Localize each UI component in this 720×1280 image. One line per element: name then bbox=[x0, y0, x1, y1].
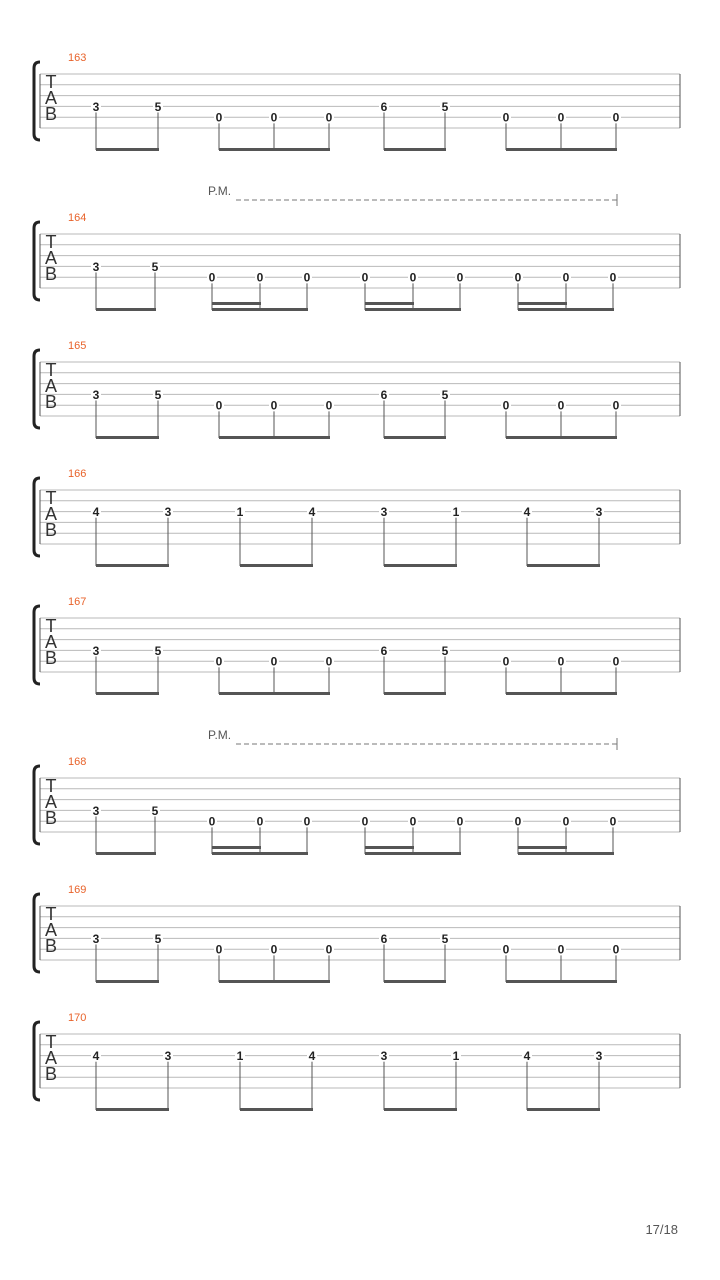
tab-clef-letter: B bbox=[44, 936, 58, 956]
secondary-beam bbox=[212, 846, 261, 849]
beam bbox=[527, 1108, 600, 1111]
fret-number: 0 bbox=[303, 270, 311, 285]
tab-system bbox=[34, 184, 680, 311]
palm-mute-label: P.M. bbox=[208, 728, 232, 742]
beam bbox=[384, 564, 457, 567]
secondary-beam bbox=[518, 302, 567, 305]
fret-number: 0 bbox=[514, 814, 522, 829]
fret-number: 0 bbox=[270, 654, 278, 669]
measure-number: 167 bbox=[68, 596, 87, 608]
beam bbox=[518, 308, 614, 311]
fret-number: 0 bbox=[456, 270, 464, 285]
fret-number: 0 bbox=[456, 814, 464, 829]
fret-number: 0 bbox=[502, 942, 510, 957]
tab-clef-letter: B bbox=[44, 648, 58, 668]
beam bbox=[219, 436, 330, 439]
fret-number: 6 bbox=[380, 387, 388, 402]
tab-clef-letter: B bbox=[44, 392, 58, 412]
fret-number: 0 bbox=[256, 270, 264, 285]
measure-number: 170 bbox=[68, 1012, 87, 1024]
fret-number: 6 bbox=[380, 99, 388, 114]
fret-number: 4 bbox=[523, 505, 531, 520]
fret-number: 0 bbox=[270, 110, 278, 125]
tab-clef-letter: T bbox=[45, 904, 57, 924]
tab-system bbox=[34, 1012, 680, 1111]
fret-number: 5 bbox=[151, 803, 159, 818]
measure-number: 169 bbox=[68, 884, 87, 896]
tab-clef-letter: B bbox=[44, 1064, 58, 1084]
tab-clef-letter: A bbox=[44, 1048, 58, 1068]
system-bracket bbox=[34, 894, 40, 972]
fret-number: 0 bbox=[612, 110, 620, 125]
tab-system bbox=[34, 596, 680, 695]
tab-clef-letter: T bbox=[45, 776, 57, 796]
fret-number: 3 bbox=[595, 505, 603, 520]
fret-number: 0 bbox=[409, 270, 417, 285]
beam bbox=[527, 564, 600, 567]
beam bbox=[219, 980, 330, 983]
secondary-beam bbox=[365, 302, 414, 305]
beam bbox=[96, 1108, 169, 1111]
beam bbox=[96, 436, 159, 439]
fret-number: 0 bbox=[557, 398, 565, 413]
tab-clef-letter: A bbox=[44, 632, 58, 652]
fret-number: 0 bbox=[325, 398, 333, 413]
beam bbox=[506, 436, 617, 439]
beam bbox=[212, 852, 308, 855]
fret-number: 3 bbox=[164, 1049, 172, 1064]
fret-number: 0 bbox=[502, 654, 510, 669]
tab-system bbox=[34, 728, 680, 855]
beam bbox=[240, 1108, 313, 1111]
measure-number: 163 bbox=[68, 52, 87, 64]
tab-clef-letter: T bbox=[45, 232, 57, 252]
tab-clef-letter: B bbox=[44, 104, 58, 124]
fret-number: 3 bbox=[92, 99, 100, 114]
tab-clef-letter: B bbox=[44, 808, 58, 828]
fret-number: 0 bbox=[215, 398, 223, 413]
fret-number: 1 bbox=[452, 505, 460, 520]
page-number: 17/18 bbox=[645, 1222, 678, 1237]
fret-number: 5 bbox=[441, 99, 449, 114]
secondary-beam bbox=[212, 302, 261, 305]
fret-number: 4 bbox=[523, 1049, 531, 1064]
tab-clef-letter: B bbox=[44, 520, 58, 540]
fret-number: 0 bbox=[502, 398, 510, 413]
beam bbox=[506, 692, 617, 695]
fret-number: 0 bbox=[557, 942, 565, 957]
beam bbox=[384, 692, 446, 695]
fret-number: 0 bbox=[256, 814, 264, 829]
beam bbox=[384, 436, 446, 439]
fret-number: 5 bbox=[154, 931, 162, 946]
beam bbox=[384, 1108, 457, 1111]
system-bracket bbox=[34, 1022, 40, 1100]
fret-number: 5 bbox=[441, 931, 449, 946]
fret-number: 0 bbox=[557, 110, 565, 125]
fret-number: 3 bbox=[92, 931, 100, 946]
fret-number: 0 bbox=[325, 110, 333, 125]
tab-clef-letter: T bbox=[45, 616, 57, 636]
secondary-beam bbox=[365, 846, 414, 849]
fret-number: 5 bbox=[154, 643, 162, 658]
fret-number: 0 bbox=[208, 270, 216, 285]
fret-number: 3 bbox=[92, 387, 100, 402]
fret-number: 0 bbox=[557, 654, 565, 669]
fret-number: 0 bbox=[325, 654, 333, 669]
beam bbox=[96, 980, 159, 983]
fret-number: 3 bbox=[380, 1049, 388, 1064]
fret-number: 5 bbox=[151, 259, 159, 274]
fret-number: 5 bbox=[154, 387, 162, 402]
fret-number: 0 bbox=[215, 110, 223, 125]
tab-system bbox=[34, 468, 680, 567]
fret-number: 3 bbox=[92, 803, 100, 818]
beam bbox=[384, 148, 446, 151]
beam bbox=[384, 980, 446, 983]
fret-number: 5 bbox=[441, 387, 449, 402]
beam bbox=[518, 852, 614, 855]
fret-number: 4 bbox=[92, 505, 100, 520]
fret-number: 0 bbox=[409, 814, 417, 829]
measure-number: 164 bbox=[68, 212, 87, 224]
system-bracket bbox=[34, 62, 40, 140]
beam bbox=[219, 692, 330, 695]
fret-number: 0 bbox=[325, 942, 333, 957]
fret-number: 0 bbox=[562, 814, 570, 829]
system-bracket bbox=[34, 606, 40, 684]
tab-system bbox=[34, 340, 680, 439]
beam bbox=[506, 148, 617, 151]
fret-number: 6 bbox=[380, 931, 388, 946]
tab-clef-letter: T bbox=[45, 488, 57, 508]
fret-number: 0 bbox=[609, 270, 617, 285]
beam bbox=[96, 692, 159, 695]
fret-number: 5 bbox=[441, 643, 449, 658]
fret-number: 3 bbox=[92, 259, 100, 274]
tab-clef-letter: A bbox=[44, 88, 58, 108]
beam bbox=[365, 308, 461, 311]
fret-number: 4 bbox=[308, 1049, 316, 1064]
tab-system bbox=[34, 52, 680, 151]
fret-number: 0 bbox=[609, 814, 617, 829]
tab-clef-letter: T bbox=[45, 1032, 57, 1052]
system-bracket bbox=[34, 478, 40, 556]
beam bbox=[96, 148, 159, 151]
fret-number: 1 bbox=[236, 1049, 244, 1064]
tab-clef-letter: A bbox=[44, 920, 58, 940]
fret-number: 0 bbox=[502, 110, 510, 125]
fret-number: 0 bbox=[270, 398, 278, 413]
tab-clef-letter: A bbox=[44, 376, 58, 396]
fret-number: 3 bbox=[380, 505, 388, 520]
fret-number: 6 bbox=[380, 643, 388, 658]
tab-clef-letter: T bbox=[45, 360, 57, 380]
fret-number: 4 bbox=[92, 1049, 100, 1064]
fret-number: 4 bbox=[308, 505, 316, 520]
system-bracket bbox=[34, 766, 40, 844]
tab-system bbox=[34, 884, 680, 983]
fret-number: 0 bbox=[562, 270, 570, 285]
measure-number: 165 bbox=[68, 340, 87, 352]
fret-number: 1 bbox=[236, 505, 244, 520]
fret-number: 1 bbox=[452, 1049, 460, 1064]
beam bbox=[365, 852, 461, 855]
secondary-beam bbox=[518, 846, 567, 849]
fret-number: 0 bbox=[303, 814, 311, 829]
fret-number: 0 bbox=[612, 398, 620, 413]
measure-number: 168 bbox=[68, 756, 87, 768]
beam bbox=[96, 852, 156, 855]
measure-number: 166 bbox=[68, 468, 87, 480]
beam bbox=[96, 308, 156, 311]
fret-number: 0 bbox=[612, 654, 620, 669]
fret-number: 0 bbox=[361, 270, 369, 285]
fret-number: 3 bbox=[164, 505, 172, 520]
fret-number: 3 bbox=[92, 643, 100, 658]
beam bbox=[219, 148, 330, 151]
fret-number: 0 bbox=[270, 942, 278, 957]
fret-number: 0 bbox=[215, 942, 223, 957]
tab-clef-letter: A bbox=[44, 248, 58, 268]
beam bbox=[506, 980, 617, 983]
palm-mute-label: P.M. bbox=[208, 184, 232, 198]
beam bbox=[96, 564, 169, 567]
tab-clef-letter: A bbox=[44, 792, 58, 812]
fret-number: 0 bbox=[514, 270, 522, 285]
system-bracket bbox=[34, 350, 40, 428]
fret-number: 0 bbox=[612, 942, 620, 957]
fret-number: 0 bbox=[215, 654, 223, 669]
beam bbox=[212, 308, 308, 311]
fret-number: 0 bbox=[361, 814, 369, 829]
beam bbox=[240, 564, 313, 567]
system-bracket bbox=[34, 222, 40, 300]
tab-clef-letter: A bbox=[44, 504, 58, 524]
fret-number: 3 bbox=[595, 1049, 603, 1064]
tab-clef-letter: T bbox=[45, 72, 57, 92]
fret-number: 0 bbox=[208, 814, 216, 829]
fret-number: 5 bbox=[154, 99, 162, 114]
tab-clef-letter: B bbox=[44, 264, 58, 284]
